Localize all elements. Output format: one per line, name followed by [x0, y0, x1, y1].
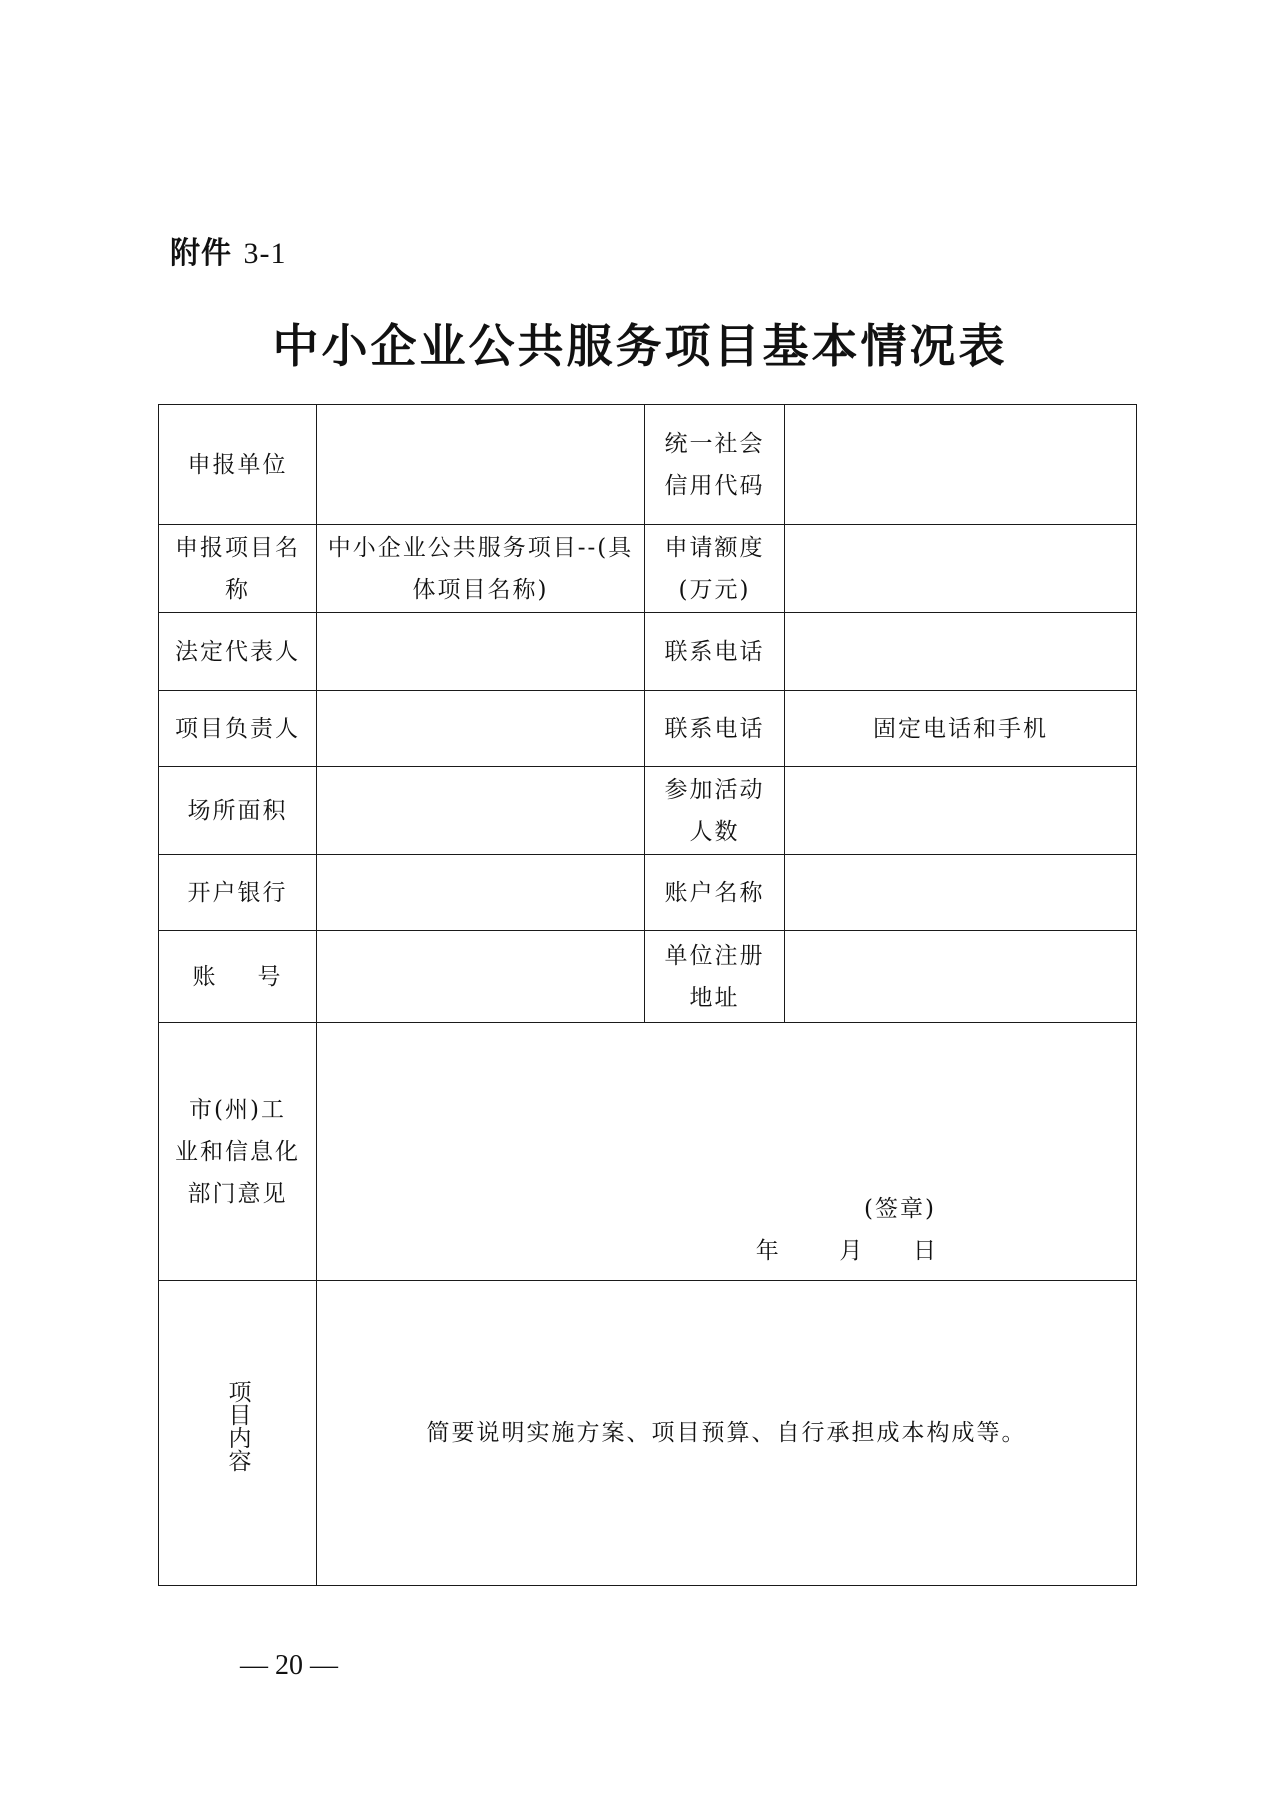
participants-label: [645, 767, 785, 855]
venue-area-label: 场所面积: [159, 767, 317, 855]
opinion-field: [317, 1023, 1137, 1281]
form-row-project-lead: [159, 691, 1137, 767]
account-no-char2: 号: [257, 963, 283, 990]
phone-field-1: [785, 613, 1137, 691]
attachment-word: 附件: [170, 236, 232, 271]
bank-label: 开户银行: [159, 855, 317, 931]
project-name-value-line2: 体项目名称): [412, 576, 549, 603]
account-no-label: [159, 931, 317, 1023]
page-number: — 20 —: [240, 1650, 338, 1681]
participants-label-line2: 人数: [689, 818, 740, 845]
opinion-label-line2: 业和信息化: [175, 1138, 300, 1165]
form-row-applicant: [159, 405, 1137, 525]
account-no-field: [317, 931, 645, 1023]
project-lead-label: 项目负责人: [159, 691, 317, 767]
reg-address-label-line2: 地址: [689, 984, 740, 1011]
bank-field: [317, 855, 645, 931]
page-title: 中小企业公共服务项目基本情况表: [272, 319, 1008, 373]
participants-label-line1: 参加活动: [664, 776, 765, 803]
form-row-opinion: [159, 1023, 1137, 1281]
credit-code-label: [645, 405, 785, 525]
amount-label-line2: (万元): [678, 576, 751, 603]
opinion-label-line3: 部门意见: [187, 1180, 288, 1207]
opinion-label-line1: 市(州)工: [189, 1096, 286, 1123]
content-hint: 简要说明实施方案、项目预算、自行承担成本构成等。: [426, 1420, 1027, 1446]
amount-label: [645, 525, 785, 613]
amount-label-line1: 申请额度: [664, 534, 765, 561]
project-name-field: [317, 525, 645, 613]
form-row-content: [159, 1281, 1137, 1586]
reg-address-label-line1: 单位注册: [664, 942, 765, 969]
form-row-venue: [159, 767, 1137, 855]
account-name-field: [785, 855, 1137, 931]
account-no-label-text: [193, 956, 283, 998]
project-name-label-line2: 称: [225, 576, 250, 603]
attachment-label: [170, 228, 286, 272]
date-day: 日: [913, 1238, 938, 1264]
attachment-number: 3-1: [243, 237, 287, 270]
account-name-label: 账户名称: [645, 855, 785, 931]
project-info-form: [158, 404, 1137, 1586]
account-no-char1: 账: [192, 963, 218, 990]
applicant-label: 申报单位: [159, 405, 317, 525]
form-row-account: [159, 931, 1137, 1023]
form-row-bank: [159, 855, 1137, 931]
credit-code-field: [785, 405, 1137, 525]
reg-address-label: [645, 931, 785, 1023]
phone-label-2: 联系电话: [645, 691, 785, 767]
form-row-legal-rep: [159, 613, 1137, 691]
content-label: 项目内容: [224, 1380, 251, 1472]
applicant-field: [317, 405, 645, 525]
participants-field: [785, 767, 1137, 855]
date-year: 年: [755, 1238, 781, 1264]
project-name-label: [159, 525, 317, 613]
legal-rep-label: 法定代表人: [159, 613, 317, 691]
phone-label-1: 联系电话: [645, 613, 785, 691]
date-month: 月: [839, 1238, 865, 1264]
legal-rep-field: [317, 613, 645, 691]
seal-text: (签章): [864, 1196, 936, 1222]
project-name-value-line1: 中小企业公共服务项目--(具: [327, 534, 634, 561]
form-row-project-name: [159, 525, 1137, 613]
opinion-label: [159, 1023, 317, 1281]
amount-field: [785, 525, 1137, 613]
content-label-cell: [159, 1281, 317, 1586]
reg-address-field: [785, 931, 1137, 1023]
credit-code-label-line1: 统一社会: [664, 430, 765, 457]
date-line: [756, 1230, 938, 1272]
venue-area-field: [317, 767, 645, 855]
phone-field-2: 固定电话和手机: [785, 691, 1137, 767]
content-field: [317, 1281, 1137, 1586]
project-lead-field: [317, 691, 645, 767]
project-name-label-line1: 申报项目名: [175, 534, 300, 561]
credit-code-label-line2: 信用代码: [664, 472, 765, 499]
